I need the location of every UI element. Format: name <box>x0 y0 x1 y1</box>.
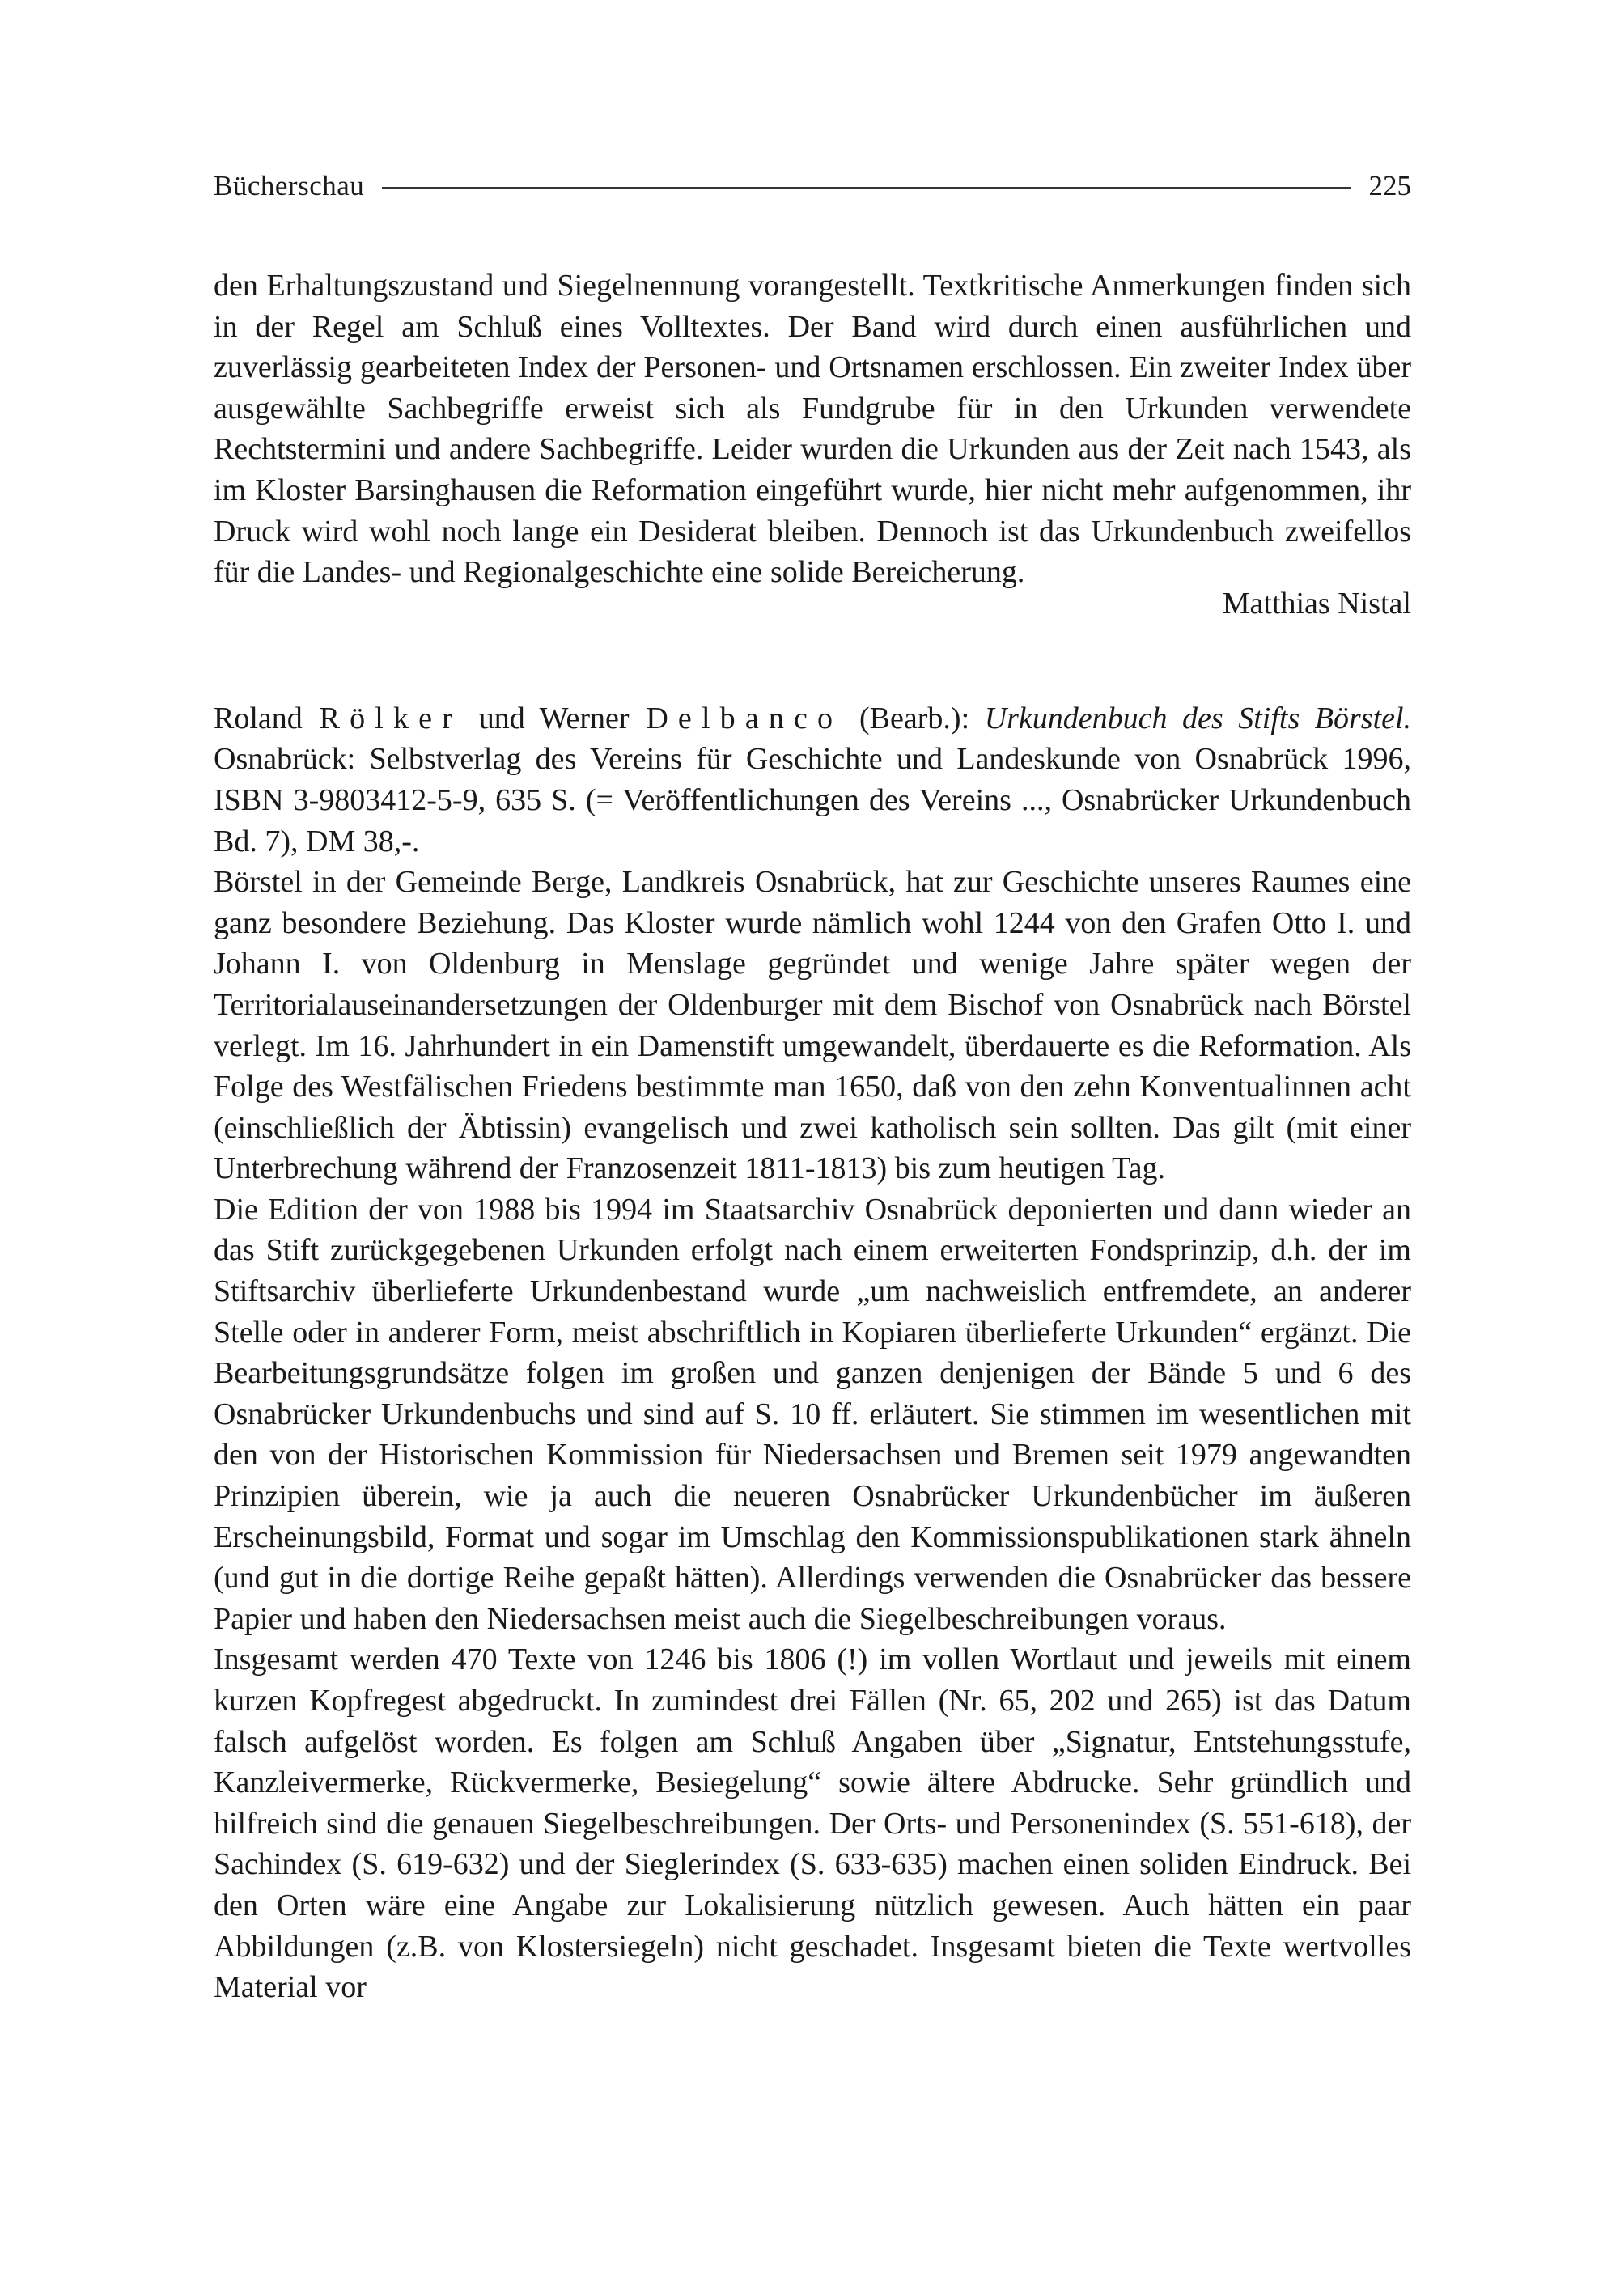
book-title: Urkundenbuch des Stifts Börstel. <box>984 701 1412 735</box>
conjunction-author2-first: und Werner <box>478 701 630 735</box>
author1-last-name: Rölker <box>319 701 462 735</box>
book-review <box>214 698 1411 2008</box>
continuation-text <box>214 265 1411 621</box>
section-title: Bücherschau <box>214 170 365 201</box>
page <box>214 162 1411 2008</box>
editor-note: (Bearb.): <box>859 701 970 735</box>
running-head <box>214 162 1411 210</box>
review-paragraph-3: Insgesamt werden 470 Texte von 1246 bis 1806 (!) im vollen Wortlaut und jeweils mit einem kurzen Kopfregest abgedruckt. In zumindest drei Fällen (Nr. 65, 202 und 265) ist das Datum falsch aufgelöst worden. Es folgen am Schluß Angaben über „Signatur, Entstehungsstufe, Kanzleivermerke, Rückvermerke, Besiegelung“ sowie ältere Abdrucke. Sehr gründlich und hilfreich sind die genauen Siegelbeschreibungen. Der Orts- und Personenindex (S. 551-618), der Sachindex (S. 619-632) und der Sieglerindex (S. 633-635) machen einen soliden Eindruck. Bei den Orten wäre eine Angabe zur Lokalisierung nützlich gewesen. Auch hätten ein paar Abbildungen (z.B. von Klostersiegeln) nicht geschadet. Insgesamt bieten die Texte wertvolles Material vor <box>214 1642 1411 2005</box>
continuation-paragraph: den Erhaltungszustand und Siegelnennung vorangestellt. Textkritische Anmerkungen finden sich in der Regel am Schluß eines Volltextes. Der Band wird durch einen ausführlichen und zuverlässig gearbeiteten Index der Personen- und Ortsnamen erschlossen. Ein zweiter Index über ausgewählte Sachbegriffe erweist sich als Fundgrube für in den Urkunden verwendete Rechtstermini und andere Sachbegriffe. Leider wurden die Urkunden aus der Zeit nach 1543, als im Kloster Barsinghausen die Reformation eingeführt wurde, hier nicht mehr aufgenommen, ihr Druck wird wohl noch lange ein Desiderat bleiben. Dennoch ist das Urkundenbuch zweifellos für die Landes- und Regionalgeschichte eine solide Bereicherung. <box>214 269 1411 590</box>
review-paragraph-2: Die Edition der von 1988 bis 1994 im Staatsarchiv Osnabrück deponierten und dann wieder an das Stift zurückgegebenen Urkunden erfolgt nach einem erweiterten Fondsprinzip, d.h. der im Stiftsarchiv überlieferte Urkundenbestand wurde „um nachweislich entfremdete, an anderer Stelle oder in anderer Form, meist abschriftlich in Kopiaren überlieferte Urkunden“ ergänzt. Die Bearbeitungsgrundsätze folgen im großen und ganzen denjenigen der Bände 5 und 6 des Osnabrücker Urkundenbuchs und sind auf S. 10 ff. erläutert. Sie stimmen im wesentlichen mit den von der Historischen Kommission für Niedersachsen und Bremen seit 1979 angewandten Prinzipien überein, wie ja auch die neueren Osnabrücker Urkundenbücher im äußeren Erscheinungsbild, Format und sogar im Umschlag den Kommissionspublikationen stark ähneln (und gut in die dortige Reihe gepaßt hätten). Allerdings verwenden die Osnabrücker das bessere Papier und haben den Niedersachsen meist auch die Siegelbeschreibungen voraus. <box>214 1192 1411 1636</box>
reviewer-signature: Matthias Nistal <box>1222 586 1411 621</box>
author1-first-name: Roland <box>214 701 303 735</box>
author2-last-name: Delbanco <box>646 701 843 735</box>
publication-details: Osnabrück: Selbstverlag des Vereins für Geschichte und Landeskunde von Osnabrück 1996, ISBN 3-9803412-5-9, 635 S. (= Veröffentlichungen des Vereins ..., Osnabrücker Urkundenbuch Bd. 7), DM 38,-. <box>214 742 1411 858</box>
bibliographic-entry <box>214 698 1411 862</box>
header-rule <box>382 187 1351 189</box>
page-number: 225 <box>1368 170 1411 201</box>
review-paragraph-1: Börstel in der Gemeinde Berge, Landkreis Osnabrück, hat zur Geschichte unseres Raumes eine ganz besondere Beziehung. Das Kloster wurde nämlich wohl 1244 von den Grafen Otto I. und Johann I. von Oldenburg in Menslage gegründet und wenige Jahre später wegen der Territorialauseinandersetzungen der Oldenburger mit dem Bischof von Osnabrück nach Börstel verlegt. Im 16. Jahrhundert in ein Damenstift umgewandelt, überdauerte es die Reformation. Als Folge des Westfälischen Friedens bestimmte man 1650, daß von den zehn Konventualinnen acht (einschließlich der Äbtissin) evangelisch und zwei katholisch sein sollten. Das gilt (mit einer Unterbrechung während der Franzosenzeit 1811-1813) bis zum heutigen Tag. <box>214 865 1411 1186</box>
